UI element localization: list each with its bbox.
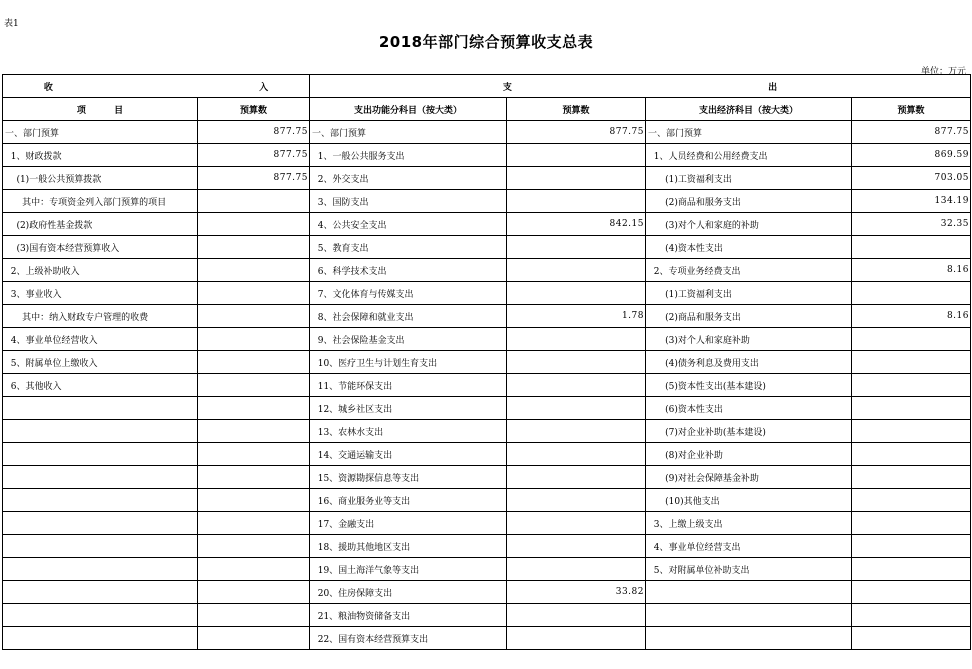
- item-column-header: [3, 98, 198, 121]
- economic-budget-cell: [852, 512, 971, 535]
- function-budget-cell: [507, 144, 646, 167]
- function-budget-cell: [507, 282, 646, 305]
- page-title: 2018年部门综合预算收支总表: [378, 33, 594, 51]
- income-item-cell: (3)国有资本经营预算收入: [3, 236, 198, 259]
- economic-item-cell: (1)工资福利支出: [646, 282, 852, 305]
- table-row: [3, 581, 971, 604]
- income-budget-cell: [198, 282, 310, 305]
- group-header-row: [3, 75, 971, 98]
- economic-item-cell: (1)工资福利支出: [646, 167, 852, 190]
- function-item-cell: 5、教育支出: [310, 236, 507, 259]
- function-item-cell: 4、公共安全支出: [310, 213, 507, 236]
- income-item-cell: [3, 604, 198, 627]
- income-item-cell: 2、上级补助收入: [3, 259, 198, 282]
- income-budget-cell: [198, 190, 310, 213]
- income-item-cell: [3, 466, 198, 489]
- economic-budget-cell: 134.19: [852, 190, 971, 213]
- function-budget-cell: [507, 351, 646, 374]
- function-budget-cell: [507, 328, 646, 351]
- economic-item-cell: [646, 627, 852, 650]
- income-budget-cell: 877.75: [198, 167, 310, 190]
- economic-item-cell: 一、部门预算: [646, 121, 852, 144]
- table-row: [3, 512, 971, 535]
- expense-group-header: [310, 75, 971, 98]
- table-row: [3, 282, 971, 305]
- function-item-cell: 11、节能环保支出: [310, 374, 507, 397]
- function-item-cell: 17、金融支出: [310, 512, 507, 535]
- function-item-cell: 10、医疗卫生与计划生育支出: [310, 351, 507, 374]
- income-group-header: [3, 75, 310, 98]
- table-row: [3, 489, 971, 512]
- economic-item-cell: 1、人员经费和公用经费支出: [646, 144, 852, 167]
- income-budget-cell: [198, 581, 310, 604]
- income-budget-column-header: 预算数: [198, 98, 310, 121]
- expense-group-char-1: 支: [502, 82, 512, 93]
- function-budget-column-header: 预算数: [507, 98, 646, 121]
- economic-budget-cell: [852, 282, 971, 305]
- economic-budget-cell: 8.16: [852, 305, 971, 328]
- function-item-cell: 3、国防支出: [310, 190, 507, 213]
- function-item-cell: 14、交通运输支出: [310, 443, 507, 466]
- function-item-cell: 22、国有资本经营预算支出: [310, 627, 507, 650]
- function-item-cell: 20、住房保障支出: [310, 581, 507, 604]
- table-row: [3, 305, 971, 328]
- table-row: [3, 121, 971, 144]
- economic-budget-cell: [852, 374, 971, 397]
- table-row: [3, 190, 971, 213]
- income-group-char-2: 入: [259, 82, 269, 93]
- income-budget-cell: 877.75: [198, 121, 310, 144]
- income-budget-cell: [198, 489, 310, 512]
- income-budget-cell: 877.75: [198, 144, 310, 167]
- item-header-char-2: 目: [114, 105, 124, 116]
- function-budget-cell: [507, 167, 646, 190]
- table-row: [3, 627, 971, 650]
- income-item-cell: (1)一般公共预算拨款: [3, 167, 198, 190]
- function-column-header: 支出功能分科目（按大类）: [310, 98, 507, 121]
- table-row: [3, 144, 971, 167]
- income-item-cell: 其中：专项资金列入部门预算的项目: [3, 190, 198, 213]
- function-item-cell: 6、科学技术支出: [310, 259, 507, 282]
- economic-column-header: 支出经济科目（按大类）: [646, 98, 852, 121]
- function-item-cell: 9、社会保险基金支出: [310, 328, 507, 351]
- income-item-cell: 1、财政拨款: [3, 144, 198, 167]
- economic-item-cell: 2、专项业务经费支出: [646, 259, 852, 282]
- function-budget-cell: [507, 259, 646, 282]
- table-row: [3, 351, 971, 374]
- economic-item-cell: (3)对个人和家庭的补助: [646, 213, 852, 236]
- income-item-cell: [3, 420, 198, 443]
- table-row: [3, 397, 971, 420]
- function-budget-cell: [507, 397, 646, 420]
- function-item-cell: 21、粮油物资储备支出: [310, 604, 507, 627]
- table-row: [3, 236, 971, 259]
- function-item-cell: 一、部门预算: [310, 121, 507, 144]
- income-item-cell: [3, 581, 198, 604]
- function-budget-cell: [507, 604, 646, 627]
- function-item-cell: 12、城乡社区支出: [310, 397, 507, 420]
- income-item-cell: 6、其他收入: [3, 374, 198, 397]
- income-item-cell: [3, 535, 198, 558]
- function-budget-cell: [507, 236, 646, 259]
- function-item-cell: 7、文化体育与传媒支出: [310, 282, 507, 305]
- function-budget-cell: [507, 558, 646, 581]
- function-item-cell: 13、农林水支出: [310, 420, 507, 443]
- table-row: [3, 466, 971, 489]
- table-row: [3, 259, 971, 282]
- income-budget-cell: [198, 512, 310, 535]
- function-budget-cell: 1.78: [507, 305, 646, 328]
- economic-item-cell: (4)债务利息及费用支出: [646, 351, 852, 374]
- income-budget-cell: [198, 397, 310, 420]
- economic-item-cell: (7)对企业补助(基本建设): [646, 420, 852, 443]
- economic-budget-cell: [852, 489, 971, 512]
- table-row: [3, 167, 971, 190]
- item-header-char-1: 项: [76, 105, 86, 116]
- economic-budget-cell: [852, 558, 971, 581]
- function-budget-cell: 877.75: [507, 121, 646, 144]
- income-budget-cell: [198, 305, 310, 328]
- economic-budget-cell: [852, 604, 971, 627]
- column-header-row: [3, 98, 971, 121]
- function-budget-cell: [507, 420, 646, 443]
- economic-budget-cell: 703.05: [852, 167, 971, 190]
- budget-summary-table: [2, 74, 971, 650]
- table-row: [3, 213, 971, 236]
- income-budget-cell: [198, 443, 310, 466]
- economic-budget-cell: [852, 236, 971, 259]
- economic-item-cell: (3)对个人和家庭补助: [646, 328, 852, 351]
- table-row: [3, 374, 971, 397]
- economic-budget-cell: [852, 466, 971, 489]
- income-budget-cell: [198, 420, 310, 443]
- function-budget-cell: 33.82: [507, 581, 646, 604]
- income-budget-cell: [198, 236, 310, 259]
- economic-budget-cell: 8.16: [852, 259, 971, 282]
- income-item-cell: 4、事业单位经营收入: [3, 328, 198, 351]
- economic-item-cell: (8)对企业补助: [646, 443, 852, 466]
- income-budget-cell: [198, 351, 310, 374]
- income-item-cell: [3, 558, 198, 581]
- table-row: [3, 443, 971, 466]
- function-item-cell: 1、一般公共服务支出: [310, 144, 507, 167]
- table-body: [3, 121, 971, 650]
- function-budget-cell: [507, 627, 646, 650]
- economic-item-cell: (2)商品和服务支出: [646, 190, 852, 213]
- economic-item-cell: [646, 604, 852, 627]
- income-item-cell: [3, 397, 198, 420]
- economic-budget-column-header: 预算数: [852, 98, 971, 121]
- economic-budget-cell: [852, 397, 971, 420]
- economic-budget-cell: [852, 420, 971, 443]
- economic-budget-cell: [852, 351, 971, 374]
- income-item-cell: (2)政府性基金拨款: [3, 213, 198, 236]
- economic-item-cell: 5、对附属单位补助支出: [646, 558, 852, 581]
- function-item-cell: 16、商业服务业等支出: [310, 489, 507, 512]
- function-item-cell: 2、外交支出: [310, 167, 507, 190]
- income-budget-cell: [198, 627, 310, 650]
- function-budget-cell: [507, 443, 646, 466]
- economic-budget-cell: [852, 535, 971, 558]
- economic-item-cell: (6)资本性支出: [646, 397, 852, 420]
- function-budget-cell: [507, 190, 646, 213]
- income-budget-cell: [198, 213, 310, 236]
- economic-budget-cell: 877.75: [852, 121, 971, 144]
- table-number: 表1: [4, 19, 19, 29]
- economic-item-cell: 4、事业单位经营支出: [646, 535, 852, 558]
- function-item-cell: 19、国土海洋气象等支出: [310, 558, 507, 581]
- function-item-cell: 15、资源勘探信息等支出: [310, 466, 507, 489]
- table-row: [3, 328, 971, 351]
- income-budget-cell: [198, 374, 310, 397]
- income-item-cell: [3, 489, 198, 512]
- economic-budget-cell: [852, 328, 971, 351]
- economic-budget-cell: [852, 443, 971, 466]
- income-item-cell: 3、事业收入: [3, 282, 198, 305]
- function-item-cell: 8、社会保障和就业支出: [310, 305, 507, 328]
- economic-item-cell: (10)其他支出: [646, 489, 852, 512]
- function-budget-cell: [507, 374, 646, 397]
- income-item-cell: [3, 512, 198, 535]
- function-budget-cell: [507, 489, 646, 512]
- income-budget-cell: [198, 604, 310, 627]
- income-item-cell: [3, 627, 198, 650]
- table-row: [3, 604, 971, 627]
- income-group-char-1: 收: [43, 82, 53, 93]
- economic-budget-cell: 32.35: [852, 213, 971, 236]
- unit-label: 单位：万元: [920, 67, 966, 77]
- expense-group-char-2: 出: [768, 82, 778, 93]
- table-row: [3, 420, 971, 443]
- income-budget-cell: [198, 259, 310, 282]
- economic-budget-cell: [852, 627, 971, 650]
- economic-budget-cell: 869.59: [852, 144, 971, 167]
- function-budget-cell: [507, 512, 646, 535]
- income-budget-cell: [198, 328, 310, 351]
- economic-item-cell: (2)商品和服务支出: [646, 305, 852, 328]
- economic-item-cell: (9)对社会保障基金补助: [646, 466, 852, 489]
- income-budget-cell: [198, 558, 310, 581]
- income-item-cell: [3, 443, 198, 466]
- income-budget-cell: [198, 466, 310, 489]
- income-item-cell: 5、附属单位上缴收入: [3, 351, 198, 374]
- economic-item-cell: [646, 581, 852, 604]
- economic-item-cell: 3、上缴上级支出: [646, 512, 852, 535]
- function-item-cell: 18、援助其他地区支出: [310, 535, 507, 558]
- economic-item-cell: (4)资本性支出: [646, 236, 852, 259]
- table-row: [3, 535, 971, 558]
- economic-budget-cell: [852, 581, 971, 604]
- function-budget-cell: 842.15: [507, 213, 646, 236]
- function-budget-cell: [507, 466, 646, 489]
- economic-item-cell: (5)资本性支出(基本建设): [646, 374, 852, 397]
- table-row: [3, 558, 971, 581]
- income-item-cell: 其中：纳入财政专户管理的收费: [3, 305, 198, 328]
- income-item-cell: 一、部门预算: [3, 121, 198, 144]
- income-budget-cell: [198, 535, 310, 558]
- function-budget-cell: [507, 535, 646, 558]
